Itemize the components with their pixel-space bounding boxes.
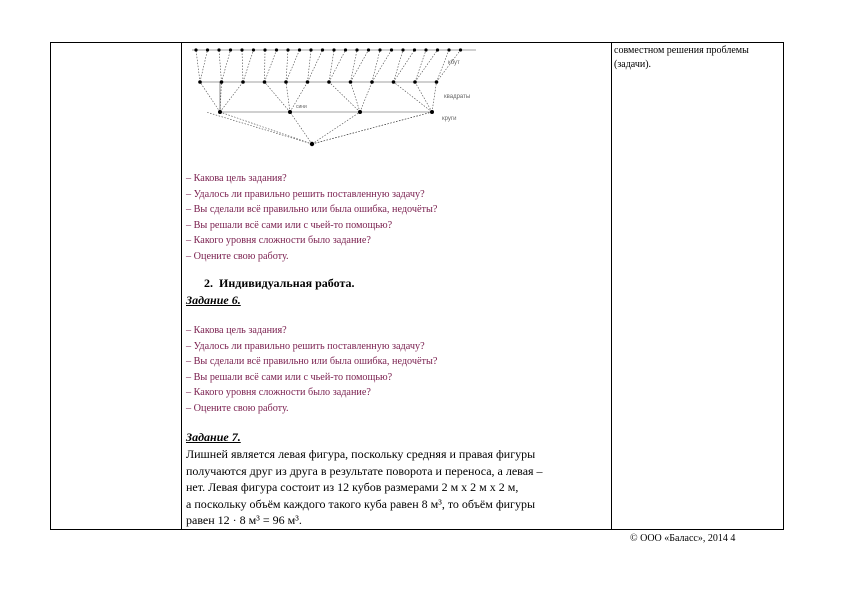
text-line: – Вы решали всё сами или с чьей-то помощью? [186,371,393,383]
tree-node [436,48,439,51]
tree-node [263,48,266,51]
tree-node [459,48,462,51]
text-line: – Вы решали всё сами или с чьей-то помощью? [186,219,393,231]
text-line: – Какого уровня сложности было задание? [186,387,371,398]
tree-node [206,48,209,51]
tree-node [447,48,450,51]
tree-node [358,110,362,114]
right-column-text [614,44,779,72]
tree-node [220,80,224,84]
tree-node [327,80,331,84]
tree-node [306,80,310,84]
tree-node [194,48,197,51]
tree-node [310,142,314,146]
tree-node [241,80,245,84]
tree-node [332,48,335,51]
classification-tree-diagram [186,44,486,150]
tree-node [198,80,202,84]
text-line: – Оцените свою работу. [186,402,289,414]
tree-node [344,48,347,51]
right-line-2: (задачи). [614,59,652,70]
task-7-heading: Задание 7. [186,430,241,444]
tree-node [298,48,301,51]
tree-node [275,48,278,51]
text-line: нет. Левая фигура состоит из 12 кубов размерами 2 м х 2 м х 2 м, [186,480,519,494]
diagram-label-top: кбут [448,60,460,66]
tree-node [218,110,222,114]
tree-node [263,80,267,84]
task-6-heading: Задание 6. [186,293,241,307]
tree-node [288,110,292,114]
text-line: – Вы сделали всё правильно или была ошибка, недочёты? [186,204,438,215]
text-line: равен 12 · 8 м³ = 96 м³. [186,513,302,527]
tree-node [424,48,427,51]
tree-node [321,48,324,51]
diagram-label-node: сини [296,104,307,110]
tree-node [355,48,358,51]
tree-node [240,48,243,51]
tree-node [370,80,374,84]
tree-node [378,48,381,51]
tree-node [401,48,404,51]
tree-node [367,48,370,51]
tree-node [435,80,439,84]
section-2-heading: 2. Индивидуальная работа. [204,276,355,290]
tree-node [252,48,255,51]
column-divider-1 [181,43,182,529]
tree-node [229,48,232,51]
text-line: – Оцените свою работу. [186,250,289,262]
text-line: Лишней является левая фигура, поскольку средняя и правая фигуры [186,447,536,461]
text-line: получаются друг из друга в результате поворота и переноса, а левая – [186,463,543,478]
tree-node [392,80,396,84]
footer-copyright: © ООО «Баласс», 2014 4 [630,533,736,544]
tree-node [413,80,417,84]
text-line: а поскольку объём каждого такого куба равен 8 м³, то объём фигуры [186,496,536,511]
diagram-label-bot: круги [442,116,457,122]
text-line: – Вы сделали всё правильно или была ошибка, недочёты? [186,356,438,367]
text-line: – Удалось ли правильно решить поставленную задачу? [186,340,425,352]
column-divider-2 [611,43,612,529]
right-line-1: совместном решения проблемы [614,45,749,56]
tree-node [390,48,393,51]
tree-node [430,110,434,114]
tree-node [286,48,289,51]
tree-node [413,48,416,51]
text-line: – Какова цель задания? [186,173,287,184]
text-line: – Какого уровня сложности было задание? [186,235,371,246]
tree-node [284,80,288,84]
tree-node [217,48,220,51]
diagram-label-mid: квадраты [444,94,471,100]
text-line: – Удалось ли правильно решить поставленную задачу? [186,188,425,200]
tree-node [349,80,353,84]
text-line: – Какова цель задания? [186,325,287,336]
tree-node [309,48,312,51]
